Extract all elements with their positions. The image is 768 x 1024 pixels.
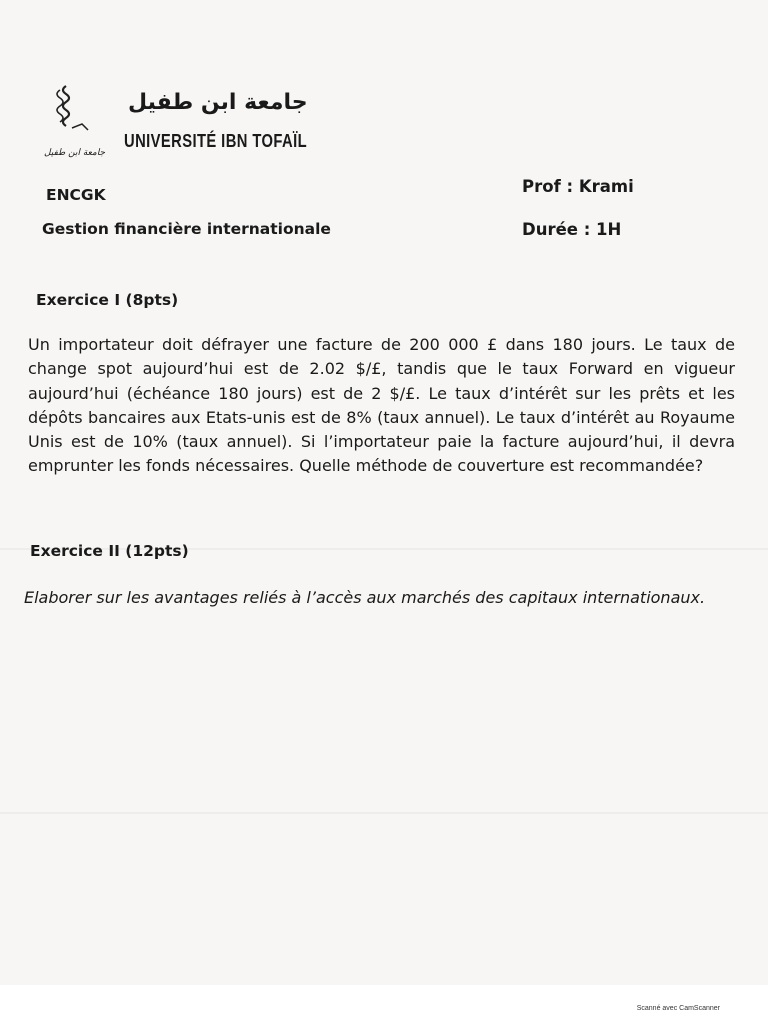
exercise-2-title: Exercice II (12pts) bbox=[30, 542, 189, 560]
exercise-2-text: Elaborer sur les avantages reliés à l’accès aux marchés des capitaux internationaux. bbox=[24, 588, 706, 607]
scanner-watermark: Scanné avec CamScanner bbox=[636, 1005, 720, 1012]
university-name-french: UNIVERSITÉ IBN TOFAÏL bbox=[124, 131, 308, 151]
course-name: Gestion financière internationale bbox=[42, 220, 331, 238]
university-name-arabic: جامعة ابن طفيل bbox=[128, 90, 308, 115]
professor: Prof : Krami bbox=[522, 177, 634, 196]
duration: Durée : 1H bbox=[522, 220, 622, 239]
paper-fold bbox=[0, 812, 768, 814]
logo-caption: جامعة ابن طفيل bbox=[44, 148, 106, 158]
exercise-1-title: Exercice I (8pts) bbox=[36, 291, 179, 309]
school-name: ENCGK bbox=[46, 186, 106, 204]
exercise-1-text: Un importateur doit défrayer une facture de 200 000 £ dans 180 jours. Le taux de change spot aujourd’hui est de 2.02 $/£, tandis que le taux Forward en vigueur aujourd’hui (échéance 180 jours) est de 2 $/£. Le taux d’intérêt sur les prêts et les dépôts bancaires aux Etats-unis est de 8% (taux annuel). Le taux d’intérêt au Royaume Unis est de 10% (taux annuel). Si l’importateur paie la facture aujourd’hui, il devra emprunter les fonds nécessaires. Quelle méthode de couverture est recommandée? bbox=[28, 335, 735, 476]
logo-emblem-icon bbox=[44, 78, 114, 158]
